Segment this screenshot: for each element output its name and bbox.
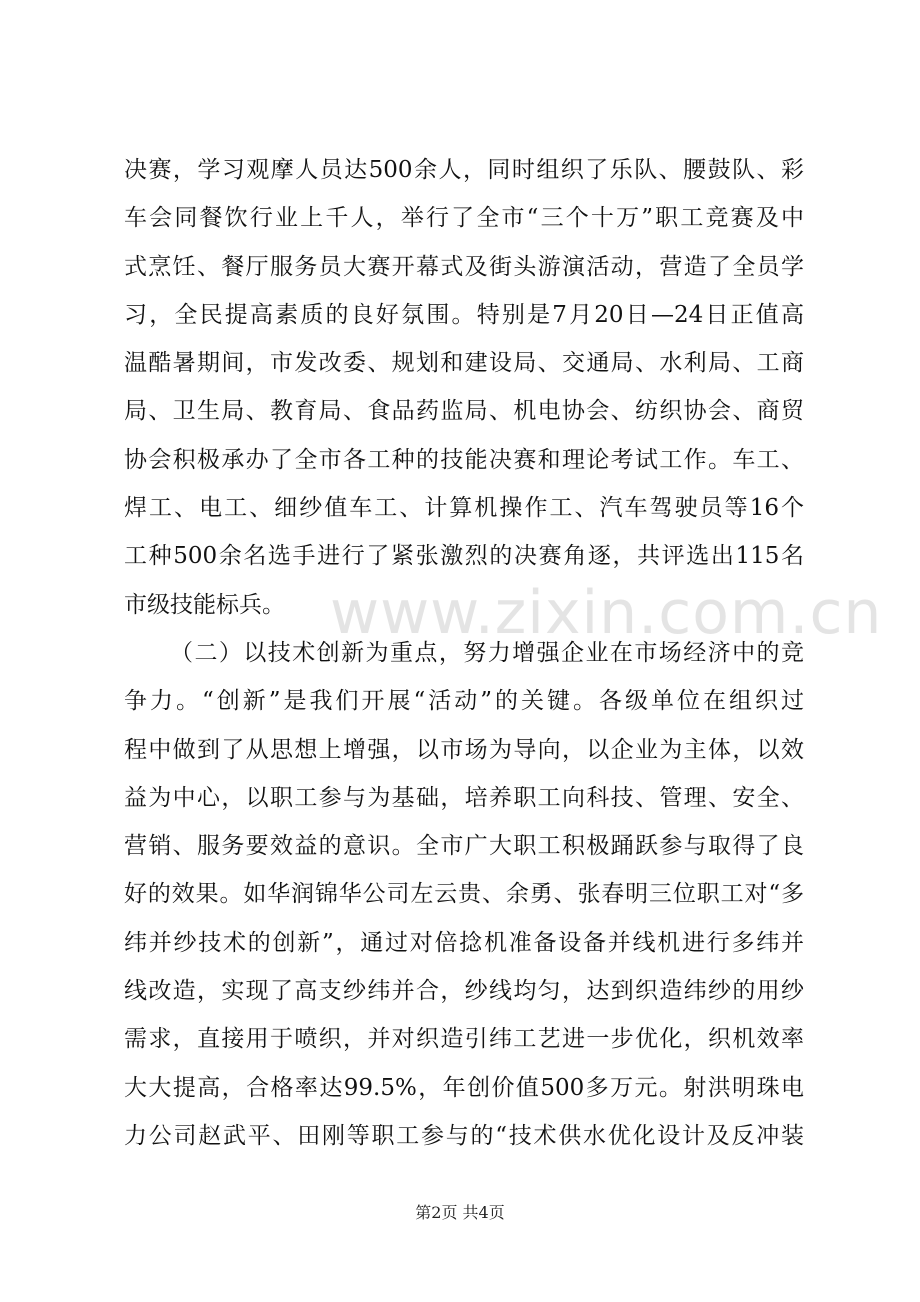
paragraph-start-line: （二）以技术创新为重点，努力增强企业在市场经济中的竞 [170,639,804,666]
text-line: 决赛，学习观摩人员达500余人，同时组织了乐队、腰鼓队、彩 [124,157,804,183]
text-line: 习，全民提高素质的良好氛围。特别是7月20日—24日正值高 [124,301,804,328]
text-line: 纬并纱技术的创新”，通过对倍捻机准备设备并线机进行多纬并 [124,929,804,956]
text-line: 争力。“创新”是我们开展“活动”的关键。各级单位在组织过 [124,688,804,715]
text-line: 大大提高，合格率达99.5%，年创价值500多万元。射洪明珠电 [124,1074,804,1101]
text-line: 温酷暑期间，市发改委、规划和建设局、交通局、水利局、工商 [124,350,804,377]
text-line: 力公司赵武平、田刚等职工参与的“技术供水优化设计及反冲装 [124,1122,804,1149]
text-line: 营销、服务要效益的意识。全市广大职工积极踊跃参与取得了良 [124,833,804,860]
text-line: 协会积极承办了全市各工种的技能决赛和理论考试工作。车工、 [124,446,804,473]
text-line: 程中做到了从思想上增强，以市场为导向，以企业为主体，以效 [124,736,804,763]
page-number-footer: 第2页 共4页 [415,1203,505,1222]
text-line: 式烹饪、餐厅服务员大赛开幕式及街头游演活动，营造了全员学 [124,253,804,280]
text-line: 工种500余名选手进行了紧张激烈的决赛角逐，共评选出115名 [124,543,804,570]
text-line: 车会同餐饮行业上千人，举行了全市“三个十万”职工竞赛及中 [124,205,804,232]
text-line: 益为中心，以职工参与为基础，培养职工向科技、管理、安全、 [124,784,804,811]
watermark: www.zixin.com.cn [330,578,883,648]
document-body [124,146,804,1160]
text-line: 局、卫生局、教育局、食品药监局、机电协会、纺织协会、商贸 [124,398,804,425]
text-line: 需求，直接用于喷织，并对织造引纬工艺进一步优化，织机效率 [124,1026,804,1053]
text-line: 焊工、电工、细纱值车工、计算机操作工、汽车驾驶员等16个 [124,495,804,522]
text-line: 市级技能标兵。 [124,591,285,618]
text-line: 好的效果。如华润锦华公司左云贵、余勇、张春明三位职工对“多 [124,881,804,908]
text-line: 线改造，实现了高支纱纬并合，纱线均匀，达到织造纬纱的用纱 [124,978,804,1005]
